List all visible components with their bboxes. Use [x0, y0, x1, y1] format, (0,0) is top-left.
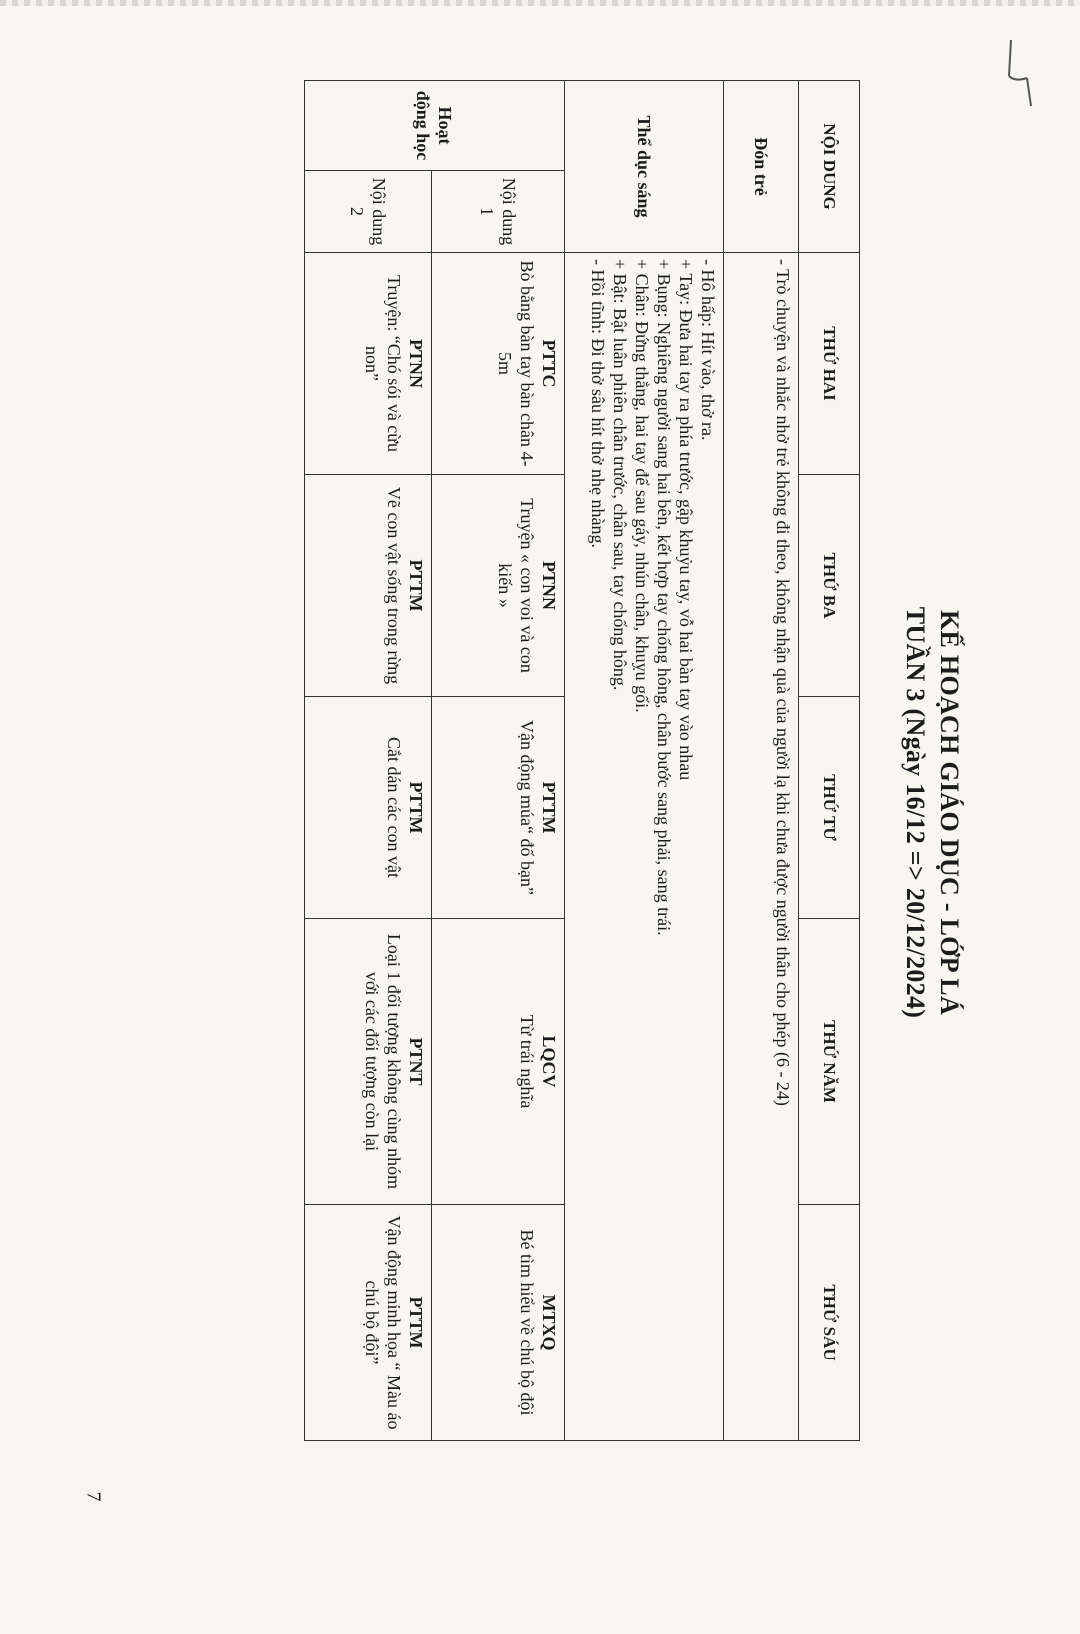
activity-text: Bé tìm hiểu về chú bộ đội — [517, 1229, 537, 1416]
row-noi-dung-2 — [305, 81, 432, 1441]
title-line-2: TUẦN 3 (Ngày 16/12 => 20/12/2024) — [901, 606, 930, 1019]
page-number: 7 — [82, 1491, 105, 1502]
subject-code: LQCV — [539, 1035, 559, 1088]
subject-code: PTTC — [539, 339, 559, 388]
the-duc-content — [565, 253, 724, 1441]
subject-code: PTTM — [406, 559, 426, 612]
label-hoat-dong-hoc: Hoạt động học — [305, 81, 565, 171]
row-don-tre — [724, 81, 799, 1441]
nd1-thu-tu — [432, 697, 565, 919]
nd2-thu-sau — [305, 1205, 432, 1441]
nd1-thu-sau — [432, 1205, 565, 1441]
subject-code: PTNN — [539, 561, 559, 611]
plan-table — [304, 80, 860, 1441]
subject-code: PTTM — [406, 781, 426, 834]
the-duc-line: - Hồi tĩnh: Đi thở sâu hít thở nhẹ nhàng. — [588, 259, 608, 549]
subject-code: MTXQ — [539, 1294, 559, 1351]
the-duc-line: + Bụng: Nghiêng người sang hai bên, kết hợp tay chống hông, chân bước sang phải, sang trái. — [654, 259, 674, 936]
scan-top-edge — [0, 0, 1080, 6]
activity-text: Vận động múa“ đố bạn” — [517, 720, 537, 895]
label-noi-dung-1: Nội dung 1 — [432, 171, 565, 253]
the-duc-line: - Hô hấp: Hít vào, thở ra. — [698, 259, 718, 441]
document-title — [898, 80, 966, 1545]
header-thu-sau: THỨ SÁU — [799, 1205, 860, 1441]
title-line-1: KẾ HOẠCH GIÁO DỤC - LỚP LÁ — [935, 609, 964, 1016]
pen-mark-icon — [1005, 36, 1041, 116]
nd2-thu-nam — [305, 919, 432, 1205]
header-thu-tu: THỨ TƯ — [799, 697, 860, 919]
activity-text: Cắt dán các con vật — [384, 737, 404, 878]
header-noi-dung: NỘI DUNG — [799, 81, 860, 253]
nd2-thu-ba — [305, 475, 432, 697]
subject-code: PTTM — [406, 1296, 426, 1349]
header-thu-ba: THỨ BA — [799, 475, 860, 697]
nd1-thu-ba — [432, 475, 565, 697]
activity-text: Bò bằng bàn tay bàn chân 4-5m — [495, 260, 537, 467]
rotated-content — [250, 80, 1000, 1545]
activity-text: Truyện: “Chó sói và cừu non” — [362, 274, 404, 453]
subject-code: PTNT — [406, 1037, 426, 1086]
subject-code: PTTM — [539, 781, 559, 834]
activity-text: Từ trái nghĩa — [517, 1014, 537, 1109]
nd2-thu-tu — [305, 697, 432, 919]
the-duc-line: + Tay: Đưa hai tay ra phía trước, gập khuỷu tay, vỗ hai bàn tay vào nhau — [676, 259, 696, 781]
row-noi-dung-1 — [432, 81, 565, 1441]
header-thu-hai: THỨ HAI — [799, 253, 860, 475]
header-row — [799, 81, 860, 1441]
label-noi-dung-2: Nội dung 2 — [305, 171, 432, 253]
nd1-thu-hai — [432, 253, 565, 475]
the-duc-line: + Bật: Bật luân phiên chân trước, chân sau, tay chống hông. — [610, 259, 630, 691]
label-the-duc-sang: Thể dục sáng — [565, 81, 724, 253]
don-tre-text: - Trò chuyện và nhắc nhở trẻ không đi theo, không nhận quà của người lạ khi chưa được người thân cho phép (6 - 24) — [724, 253, 799, 1441]
activity-text: Loại 1 đối tượng không cùng nhóm với các đối tượng còn lại — [362, 933, 404, 1190]
nd2-thu-hai — [305, 253, 432, 475]
label-don-tre: Đón trẻ — [724, 81, 799, 253]
nd1-thu-nam — [432, 919, 565, 1205]
activity-text: Vận động minh họa “ Màu áo chú bộ đội” — [362, 1215, 404, 1430]
row-the-duc-sang — [565, 81, 724, 1441]
subject-code: PTNN — [406, 339, 426, 389]
the-duc-line: + Chân: Đứng thẳng, hai tay để sau gáy, nhún chân, khuỵu gối. — [632, 259, 652, 713]
header-thu-nam: THỨ NĂM — [799, 919, 860, 1205]
activity-text: Vẽ con vật sống trong rừng — [384, 486, 404, 685]
activity-text: Truyện « con voi và con kiến » — [495, 498, 537, 673]
